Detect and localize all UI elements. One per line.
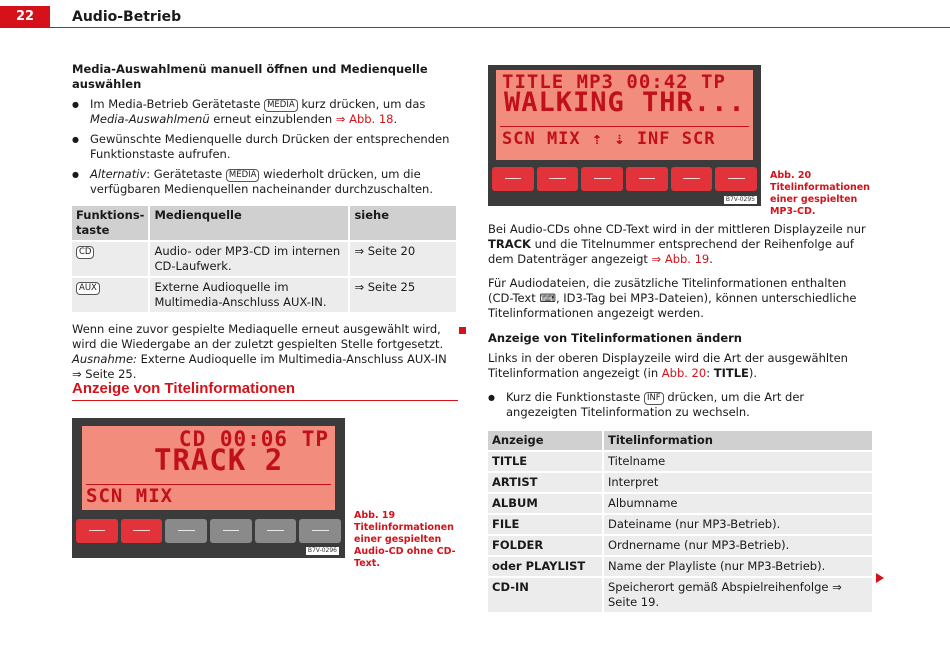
resume-text-2: Externe Audioquelle im Multimedia-Anschluss AUX-IN ⇒ Seite 25. [72, 352, 447, 381]
function-button-6[interactable] [299, 519, 341, 543]
table-row [488, 514, 873, 535]
cell-value: Dateiname (nur MP3-Betrieb). [603, 514, 873, 535]
step-1-text-3: erneut einzublenden [209, 112, 336, 126]
function-button-3[interactable] [165, 519, 207, 543]
col-see: siehe [349, 206, 457, 241]
p3-end: ). [748, 366, 758, 380]
cell-key: oder PLAYLIST [488, 556, 603, 577]
step-1 [72, 97, 458, 127]
inf-step-text-2: drücken, um die Art der angezeigten Titelinformation zu wechseln. [506, 390, 805, 419]
table-row [488, 451, 873, 472]
step-1-end: . [393, 112, 398, 126]
table-row [72, 241, 457, 277]
continue-arrow-icon [876, 573, 884, 583]
step-3-text: : Gerätetaste [146, 167, 226, 181]
display-line-1: TITLE MP3 00:42 TP [502, 71, 726, 93]
display-line-2: TRACK 2 [154, 443, 284, 477]
function-button-6[interactable] [715, 167, 757, 191]
resume-paragraph [72, 322, 458, 382]
p3-text: Links in der oberen Displayzeile wird die Art der ausgewählten Titelinformation angezeigt (in [488, 351, 848, 380]
media-source-table [72, 206, 458, 312]
section-rule [72, 400, 458, 401]
function-button-2[interactable] [121, 519, 163, 543]
display-screen [82, 426, 335, 510]
step-1-italic: Media-Auswahlmenü [90, 112, 210, 126]
table-row [488, 493, 873, 514]
function-button-3[interactable] [581, 167, 623, 191]
title-info-paragraph: Für Audiodateien, die zusätzliche Titelinformationen enthalten (CD-Text ⌨, ID3-Tag bei MP3-Dateien), können unterschiedliche Titelinformationen angezeigt werden. [488, 276, 857, 320]
display-divider [500, 126, 749, 127]
title-info-table [488, 431, 874, 612]
table-row [488, 535, 873, 556]
p3-text-2: : [706, 366, 714, 380]
function-buttons [76, 519, 341, 543]
aux-key-icon: AUX [76, 282, 100, 295]
header-rule [50, 27, 950, 28]
figure-code: B7V-0296 [307, 547, 337, 554]
left-column [72, 62, 458, 382]
cell-value: Name der Playliste (nur MP3-Betrieb). [603, 556, 873, 577]
media-menu-heading: Media-Auswahlmenü manuell öffnen und Medienquelle auswählen [72, 62, 428, 91]
abb-18-link[interactable]: ⇒ Abb. 18 [335, 112, 394, 126]
table-row [72, 277, 457, 312]
cell-key: CD-IN [488, 577, 603, 612]
col-media-source: Medienquelle [149, 206, 349, 241]
cell-key: ALBUM [488, 493, 603, 514]
exception-label: Ausnahme: [72, 352, 137, 366]
function-button-1[interactable] [492, 167, 534, 191]
inf-key-icon: INF [644, 392, 664, 405]
media-key-icon-2: MEDIA [226, 169, 260, 182]
cell-source: Audio- oder MP3-CD im internen CD-Laufwerk. [149, 241, 349, 277]
cell-value: Titelname [603, 451, 873, 472]
cd-text-paragraph [488, 222, 874, 267]
change-info-heading: Anzeige von Titelinformationen ändern [488, 331, 742, 345]
end-of-section-marker [459, 327, 466, 334]
step-3 [72, 167, 458, 197]
function-button-1[interactable] [76, 519, 118, 543]
step-1-text: Im Media-Betrieb Gerätetaste [90, 97, 265, 111]
col-display: Anzeige [488, 431, 603, 451]
function-button-2[interactable] [537, 167, 579, 191]
p1-text: Bei Audio-CDs ohne CD-Text wird in der mittleren Displayzeile nur [488, 222, 866, 236]
section-title: Anzeige von Titelinformationen [72, 380, 296, 397]
chapter-title: Audio-Betrieb [72, 9, 182, 25]
display-line-paragraph [488, 351, 874, 381]
figure-20-caption: Abb. 20 Titelinformationen einer gespielten MP3-CD. [770, 170, 870, 217]
display-line-1: CD 00:06 TP [178, 427, 329, 451]
title-term: TITLE [713, 366, 749, 380]
display-line-2: WALKING THR... [504, 87, 746, 118]
inf-step-text: Kurz die Funktionstaste [506, 390, 644, 404]
function-buttons [492, 167, 757, 191]
table-row [488, 577, 873, 612]
step-1-text-2: kurz drücken, um das [297, 97, 426, 111]
function-button-4[interactable] [210, 519, 252, 543]
cell-value: Interpret [603, 472, 873, 493]
function-button-5[interactable] [255, 519, 297, 543]
display-line-3: SCN MIX ⇡ ⇣ INF SCR [502, 129, 716, 149]
track-term: TRACK [488, 237, 531, 251]
table-row [488, 556, 873, 577]
step-2: ● Gewünschte Medienquelle durch Drücken der entsprechenden Funktionstaste aufrufen. [72, 132, 458, 162]
alternative-label: Alternativ [90, 167, 147, 181]
resume-text: Wenn eine zuvor gespielte Mediaquelle erneut ausgewählt wird, wird die Wiedergabe an der zuletzt gespielten Stelle fortgesetzt. [72, 322, 444, 351]
abb-19-link[interactable]: ⇒ Abb. 19 [651, 252, 710, 266]
figure-19-caption: Abb. 19 Titelinformationen einer gespielten Audio-CD ohne CD-Text. [354, 510, 456, 569]
function-button-4[interactable] [626, 167, 668, 191]
cell-ref[interactable]: ⇒ Seite 20 [349, 241, 457, 277]
cell-ref[interactable]: ⇒ Seite 25 [349, 277, 457, 312]
cell-value: Ordnername (nur MP3-Betrieb). [603, 535, 873, 556]
figure-19-radio-display [72, 418, 345, 558]
figure-20-radio-display [488, 65, 761, 206]
p1-end: . [709, 252, 713, 266]
step-3-text-2: wiederholt drücken, um die verfügbaren Medienquellen nacheinander durchzuschalten. [90, 167, 433, 196]
figure-code: B7V-0295 [725, 196, 755, 203]
abb-20-link[interactable]: Abb. 20 [661, 366, 707, 380]
cd-key-icon: CD [76, 246, 94, 259]
display-screen [496, 70, 753, 160]
cell-key: FOLDER [488, 535, 603, 556]
cell-source: Externe Audioquelle im Multimedia-Anschluss AUX-IN. [149, 277, 349, 312]
cell-value: Speicherort gemäß Abspielreihenfolge ⇒ Seite 19. [603, 577, 873, 612]
col-function-key: Funktions-taste [72, 206, 149, 241]
media-key-icon: MEDIA [264, 99, 298, 112]
cell-key: ARTIST [488, 472, 603, 493]
page-number: 22 [0, 6, 50, 28]
inf-step [488, 390, 874, 420]
table-row [488, 472, 873, 493]
cell-key: TITLE [488, 451, 603, 472]
right-column [488, 222, 874, 612]
function-button-5[interactable] [671, 167, 713, 191]
cell-value: Albumname [603, 493, 873, 514]
p1-text-2: und die Titelnummer entsprechend der Reihenfolge auf dem Datenträger angezeigt [488, 237, 854, 266]
col-title-info: Titelinformation [603, 431, 873, 451]
cell-key: FILE [488, 514, 603, 535]
display-line-3: SCN MIX [86, 485, 174, 507]
